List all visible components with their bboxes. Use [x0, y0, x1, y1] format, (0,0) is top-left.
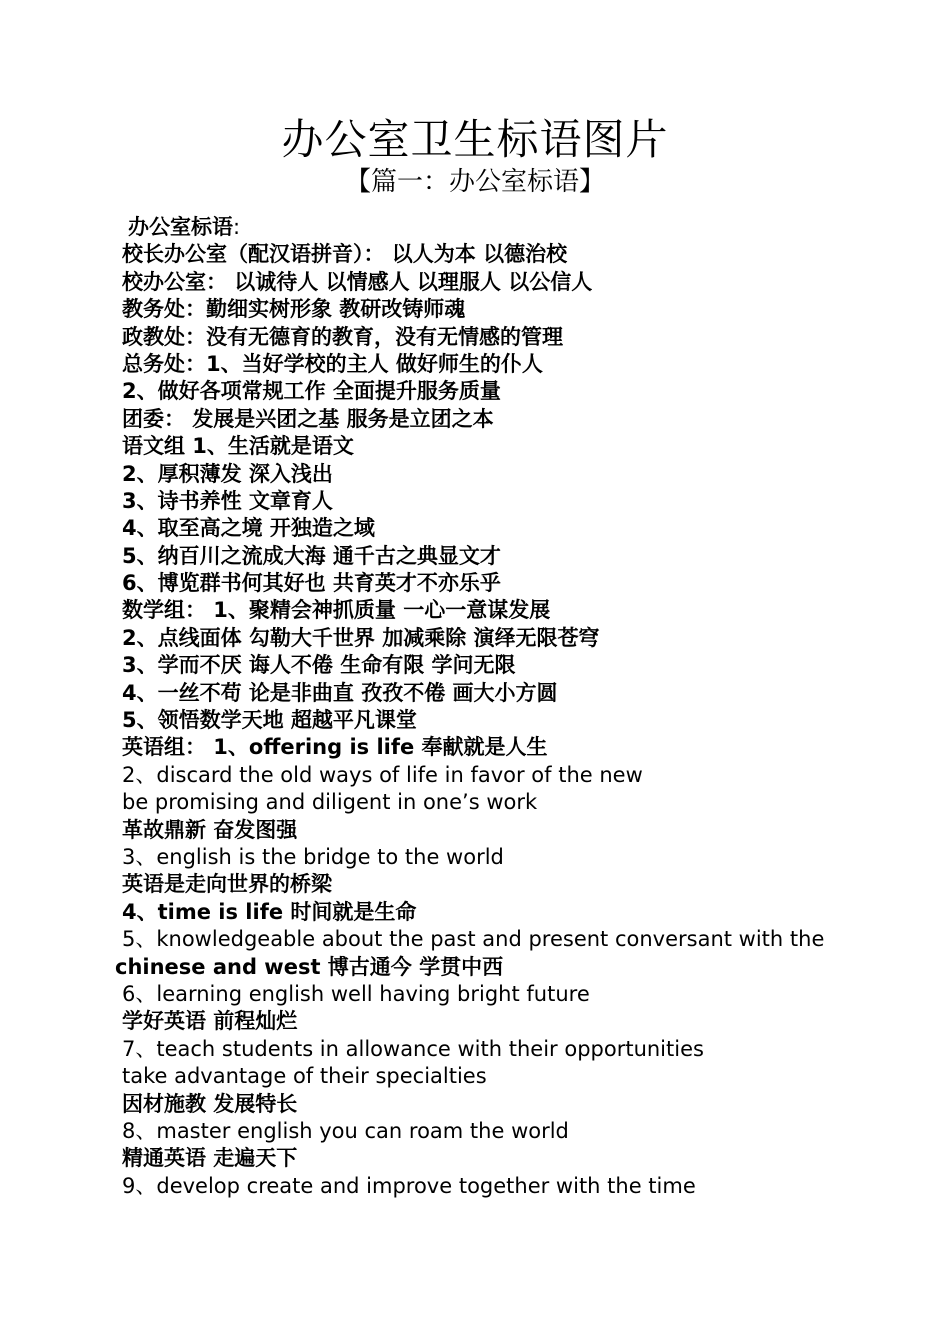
document-subtitle: 【篇一：办公室标语】	[344, 167, 605, 197]
text-line: take advantage of their specialties	[122, 1064, 487, 1089]
text-line: 政教处：没有无德育的教育，没有无情感的管理	[122, 324, 563, 349]
text-line: 6、learning english well having bright future	[122, 981, 590, 1006]
text-line: 2、点线面体 勾勒大千世界 加减乘除 演绎无限苍穹	[122, 625, 600, 650]
text-line: 语文组 1、生活就是语文	[122, 434, 354, 459]
text-line: 团委： 发展是兴团之基 服务是立团之本	[122, 406, 494, 431]
text-line: 办公室标语:	[128, 215, 241, 239]
text-line: 英语是走向世界的桥梁	[122, 872, 332, 897]
text-line: 4、time is life 时间就是生命	[122, 899, 417, 924]
document-body	[115, 214, 902, 1200]
text-line: 3、english is the bridge to the world	[122, 844, 504, 869]
text-line: 5、knowledgeable about the past and present conversant with the	[122, 927, 825, 952]
text-line: 4、一丝不苟 论是非曲直 孜孜不倦 画大小方圆	[122, 680, 558, 705]
text-line: 8、master english you can roam the world	[122, 1118, 569, 1143]
text-line: 7、teach students in allowance with their opportunities	[122, 1036, 704, 1061]
text-line: 校长办公室（配汉语拼音）： 以人为本 以德治校	[122, 242, 568, 267]
text-line: 4、取至高之境 开独造之域	[122, 516, 375, 541]
text-line: 革故鼎新 奋发图强	[122, 817, 298, 842]
text-line: be promising and diligent in one’s work	[122, 790, 538, 815]
text-line: chinese and west 博古通今 学贯中西	[115, 954, 504, 979]
text-line: 2、做好各项常规工作 全面提升服务质量	[122, 379, 501, 404]
text-line: 校办公室： 以诚待人 以情感人 以理服人 以公信人	[122, 269, 593, 294]
document-title: 办公室卫生标语图片	[281, 115, 669, 164]
text-line: 9、develop create and improve together with the time	[122, 1173, 696, 1198]
text-line: 6、博览群书何其好也 共育英才不亦乐乎	[122, 571, 501, 596]
text-line: 3、学而不厌 诲人不倦 生命有限 学问无限	[122, 653, 516, 678]
text-line: 2、厚积薄发 深入浅出	[122, 461, 333, 486]
text-line: 总务处：1、当好学校的主人 做好师生的仆人	[122, 351, 543, 376]
text-line: 精通英语 走遍天下	[122, 1146, 298, 1171]
text-line: 教务处：勤细实树形象 教研改铸师魂	[122, 297, 466, 322]
text-line: 因材施教 发展特长	[122, 1091, 298, 1116]
text-line: 学好英语 前程灿烂	[122, 1009, 298, 1034]
text-line: 数学组： 1、聚精会神抓质量 一心一意谋发展	[122, 598, 551, 623]
text-line: 5、领悟数学天地 超越平凡课堂	[122, 708, 417, 733]
text-line: 5、纳百川之流成大海 通千古之典显文才	[122, 543, 501, 568]
text-line: 2、discard the old ways of life in favor of the new	[122, 762, 643, 787]
text-line: 3、诗书养性 文章育人	[122, 488, 333, 513]
text-line: 英语组： 1、offering is life 奉献就是人生	[122, 735, 548, 760]
